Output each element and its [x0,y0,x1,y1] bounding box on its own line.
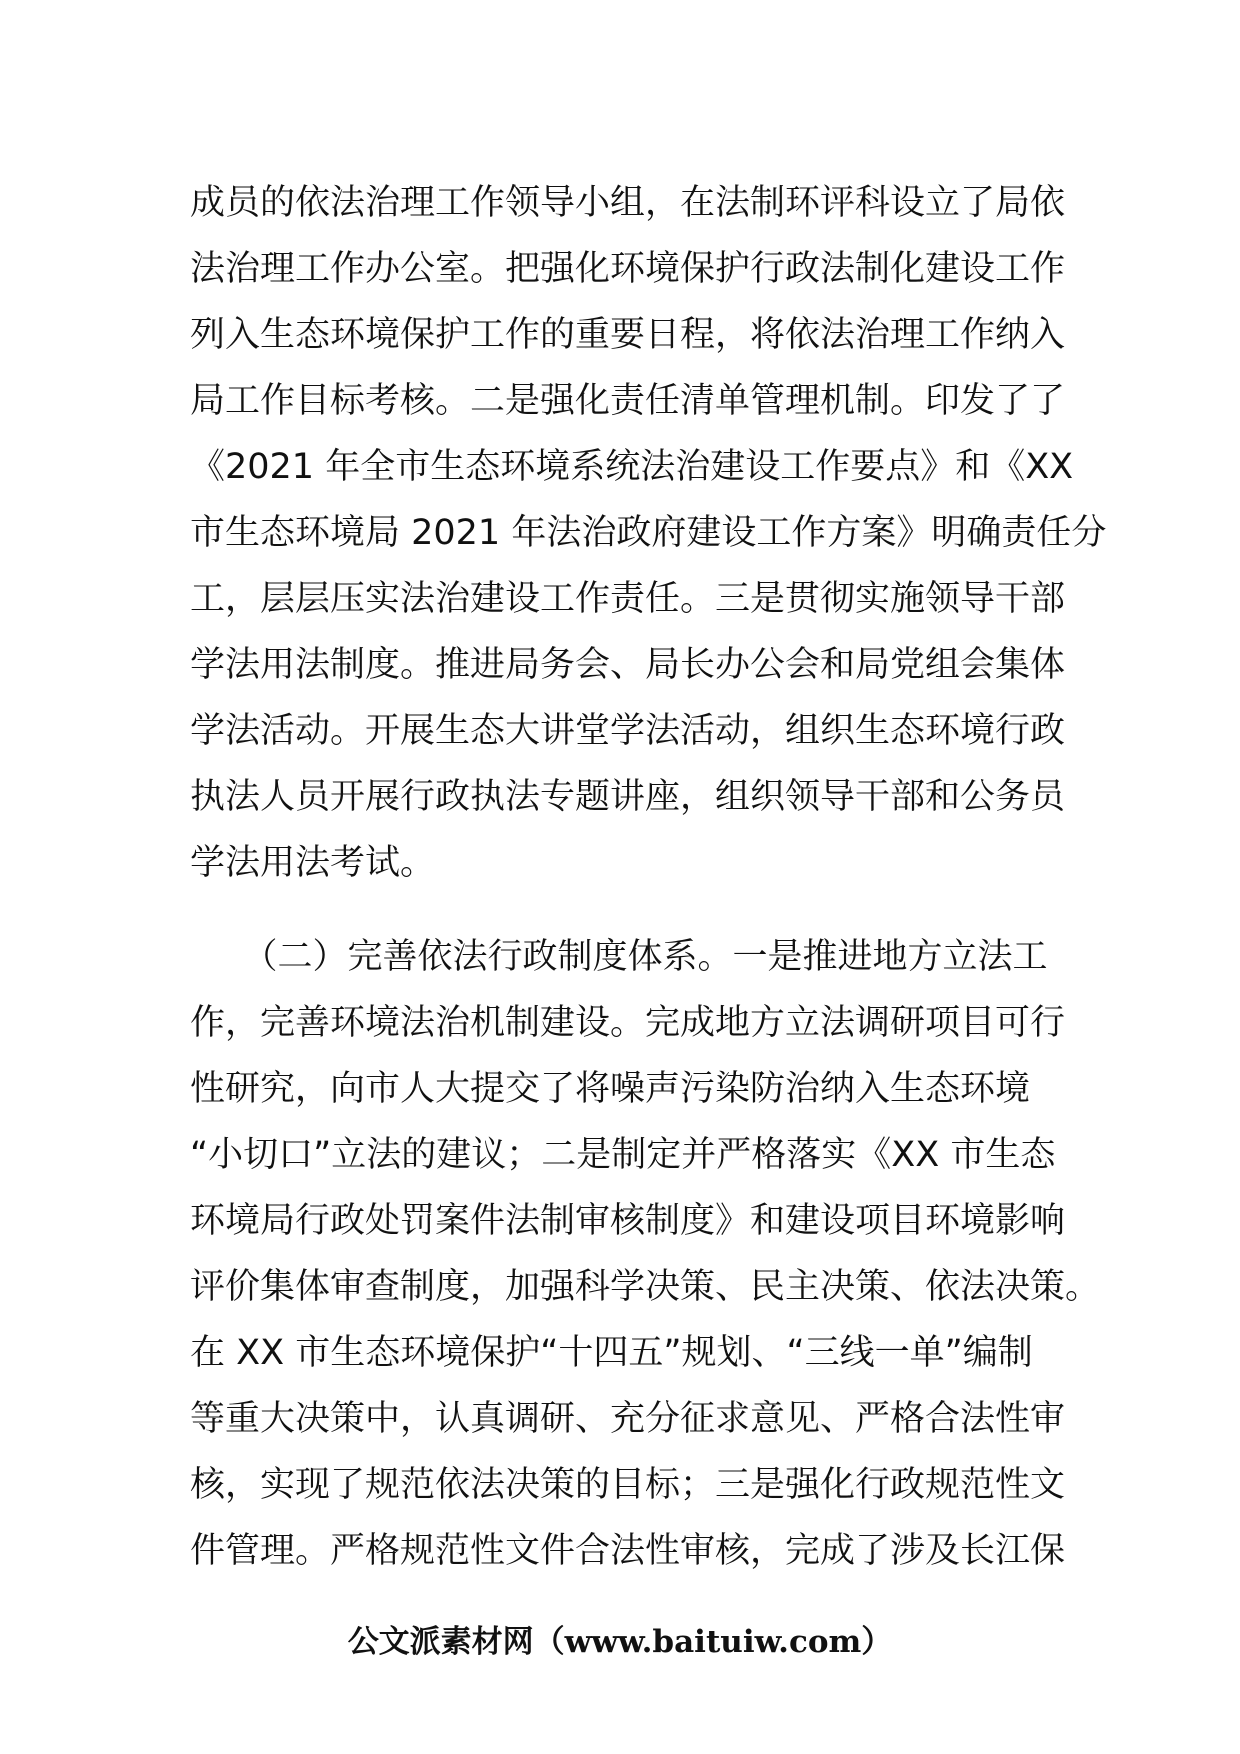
text-line: 件管理。严格规范性文件合法性审核，完成了涉及长江保 [190,1531,1066,1571]
text-line: 学法用法制度。推进局务会、局长办公会和局党组会集体 [190,645,1066,685]
text-line: 环境局行政处罚案件法制审核制度》和建设项目环境影响 [190,1201,1066,1241]
text-line: 性研究，向市人大提交了将噪声污染防治纳入生态环境 [190,1069,1031,1109]
paragraph-1 [190,170,1107,896]
text-line: 在 XX 市生态环境保护“十四五”规划、“三线一单”编制 [190,1333,1033,1373]
text-line: “小切口”立法的建议；二是制定并严格落实《XX 市生态 [190,1135,1056,1175]
text-line: 等重大决策中，认真调研、充分征求意见、严格合法性审 [190,1399,1066,1439]
text-line: 法治理工作办公室。把强化环境保护行政法制化建设工作 [190,249,1066,289]
document-body [190,170,1107,1584]
text-line: 工，层层压实法治建设工作责任。三是贯彻实施领导干部 [190,579,1066,619]
text-line: 成员的依法治理工作领导小组，在法制环评科设立了局依 [190,183,1066,223]
text-line: 局工作目标考核。二是强化责任清单管理机制。印发了了 [190,381,1066,421]
paragraph-spacer [190,896,1070,924]
text-line: 执法人员开展行政执法专题讲座，组织领导干部和公务员 [190,777,1066,817]
paragraph-2 [190,924,1101,1584]
text-line: 《2021 年全市生态环境系统法治建设工作要点》和《XX [190,447,1074,487]
text-line: 评价集体审查制度，加强科学决策、民主决策、依法决策。 [190,1267,1101,1307]
text-line: 学法活动。开展生态大讲堂学法活动，组织生态环境行政 [190,711,1066,751]
text-line: 市生态环境局 2021 年法治政府建设工作方案》明确责任分 [190,513,1107,553]
text-line: 学法用法考试。 [190,843,436,883]
footer-source-text: 公文派素材网（www.baituiw.com） [347,1624,893,1660]
text-line: 列入生态环境保护工作的重要日程，将依法治理工作纳入 [190,315,1066,355]
text-line: 核，实现了规范依法决策的目标；三是强化行政规范性文 [190,1465,1066,1505]
text-line: 作，完善环境法治机制建设。完成地方立法调研项目可行 [190,1003,1066,1043]
text-line: （二）完善依法行政制度体系。一是推进地方立法工 [190,937,1048,977]
